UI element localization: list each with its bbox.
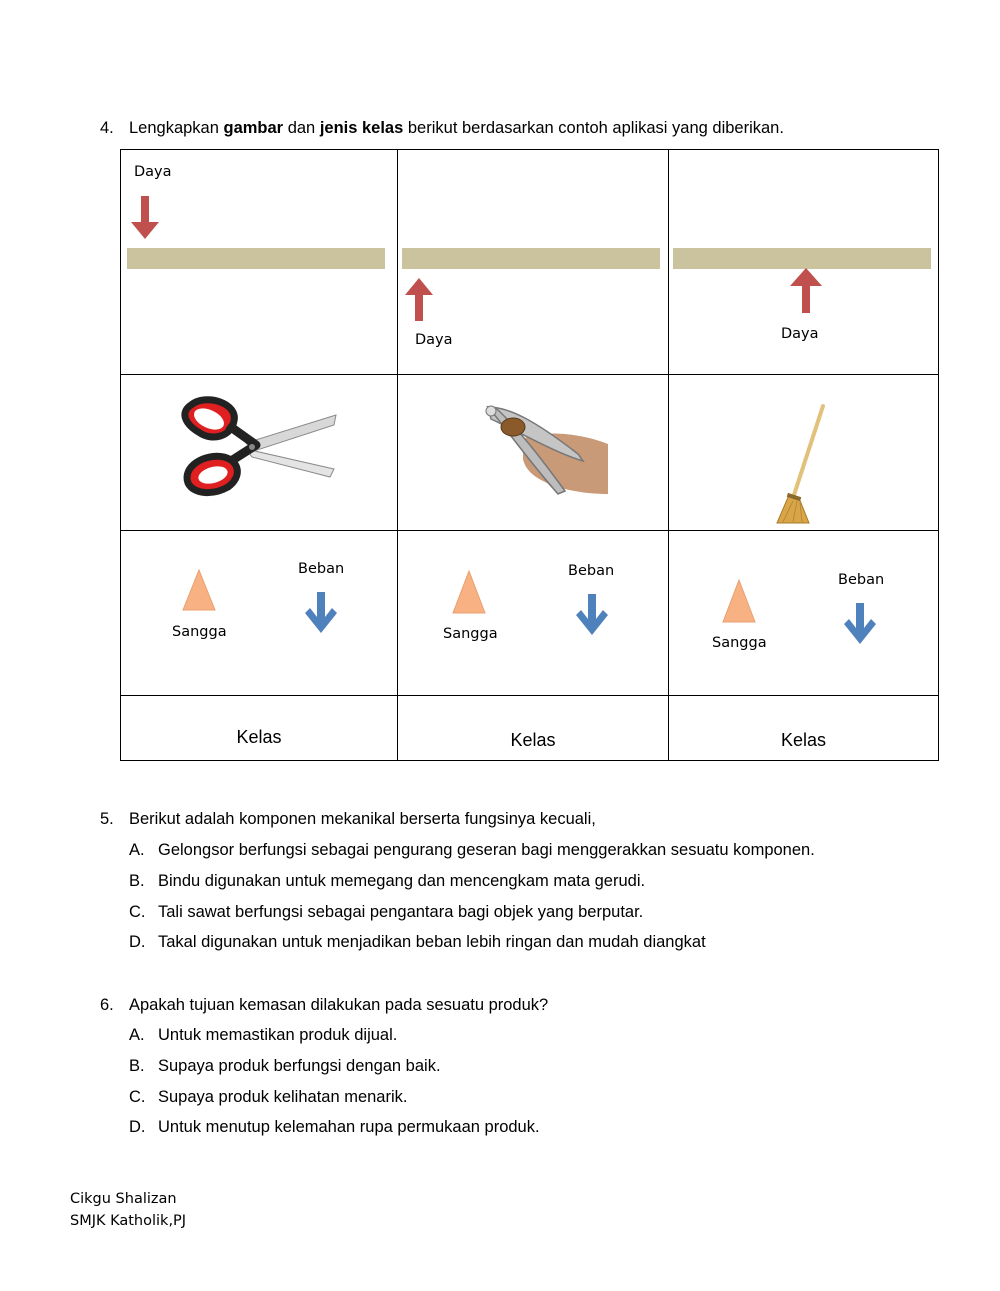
- nutcracker-icon: [483, 399, 608, 503]
- effort-arrow-up-icon: [788, 267, 824, 313]
- footer: [70, 1188, 186, 1232]
- lever-diagram-cell-3: [669, 150, 939, 375]
- option-letter: C.: [129, 1088, 146, 1106]
- footer-school: SMJK Katholik,PJ: [70, 1213, 187, 1229]
- scissors-icon: [176, 395, 341, 500]
- lever-diagram-cell-2: [398, 150, 669, 375]
- class-cell-2: [398, 696, 669, 761]
- option-text: Untuk memastikan produk dijual.: [158, 1026, 398, 1044]
- class-label: Kelas: [780, 730, 827, 750]
- fulcrum-label: Sangga: [172, 624, 227, 640]
- option-text: Takal digunakan untuk menjadikan beban lebih ringan dan mudah diangkat: [158, 933, 706, 951]
- effort-arrow-down-icon: [129, 196, 161, 240]
- tool-image-cell-2: [398, 375, 669, 531]
- fulcrum-load-cell-2: [398, 531, 669, 696]
- lever-diagram-cell-1: [121, 150, 398, 375]
- fulcrum-triangle-icon: [181, 568, 217, 612]
- load-label: Beban: [298, 561, 345, 577]
- effort-label: Daya: [134, 164, 172, 180]
- class-label: Kelas: [236, 727, 282, 747]
- question-text: Lengkapkan gambar dan jenis kelas berikut berdasarkan contoh aplikasi yang diberikan.: [129, 119, 784, 137]
- question-text: Berikut adalah komponen mekanikal berserta fungsinya kecuali,: [129, 810, 596, 828]
- fulcrum-load-cell-1: [121, 531, 398, 696]
- option-letter: B.: [129, 872, 145, 890]
- tool-image-cell-3: [669, 375, 939, 531]
- option-text: Supaya produk kelihatan menarik.: [158, 1088, 408, 1106]
- option-text: Gelongsor berfungsi sebagai pengurang geseran bagi menggerakkan sesuatu komponen.: [158, 841, 815, 859]
- lever-beam: [402, 248, 660, 269]
- fulcrum-triangle-icon: [721, 578, 757, 624]
- lever-table: [120, 149, 939, 761]
- question-text: Apakah tujuan kemasan dilakukan pada sesuatu produk?: [129, 996, 549, 1014]
- lever-beam: [673, 248, 931, 269]
- fulcrum-load-cell-3: [669, 531, 939, 696]
- effort-arrow-up-icon: [403, 277, 435, 321]
- option-text: Supaya produk berfungsi dengan baik.: [158, 1057, 441, 1075]
- effort-label: Daya: [781, 326, 819, 342]
- lever-beam: [127, 248, 385, 269]
- option-letter: D.: [129, 1118, 146, 1136]
- option-letter: B.: [129, 1057, 145, 1075]
- class-label: Kelas: [510, 730, 556, 750]
- fulcrum-label: Sangga: [443, 626, 498, 642]
- effort-label: Daya: [415, 332, 453, 348]
- fulcrum-label: Sangga: [712, 635, 767, 651]
- broom-icon: [769, 403, 829, 528]
- option-letter: C.: [129, 903, 146, 921]
- footer-author: Cikgu Shalizan: [70, 1191, 177, 1207]
- option-letter: D.: [129, 933, 146, 951]
- load-label: Beban: [838, 572, 885, 588]
- option-text: Untuk menutup kelemahan rupa permukaan produk.: [158, 1118, 540, 1136]
- fulcrum-triangle-icon: [451, 569, 487, 615]
- load-label: Beban: [568, 563, 615, 579]
- option-text: Bindu digunakan untuk memegang dan mencengkam mata gerudi.: [158, 872, 646, 890]
- load-arrow-down-icon: [304, 592, 338, 634]
- question-number: 4.: [100, 119, 114, 137]
- option-letter: A.: [129, 841, 145, 859]
- option-letter: A.: [129, 1026, 145, 1044]
- question-number: 6.: [100, 996, 114, 1014]
- load-arrow-down-icon: [575, 594, 609, 636]
- question-number: 5.: [100, 810, 114, 828]
- tool-image-cell-1: [121, 375, 398, 531]
- class-cell-3: [669, 696, 939, 761]
- class-cell-1: [121, 696, 398, 761]
- load-arrow-down-icon: [843, 603, 877, 645]
- option-text: Tali sawat berfungsi sebagai pengantara bagi objek yang berputar.: [158, 903, 644, 921]
